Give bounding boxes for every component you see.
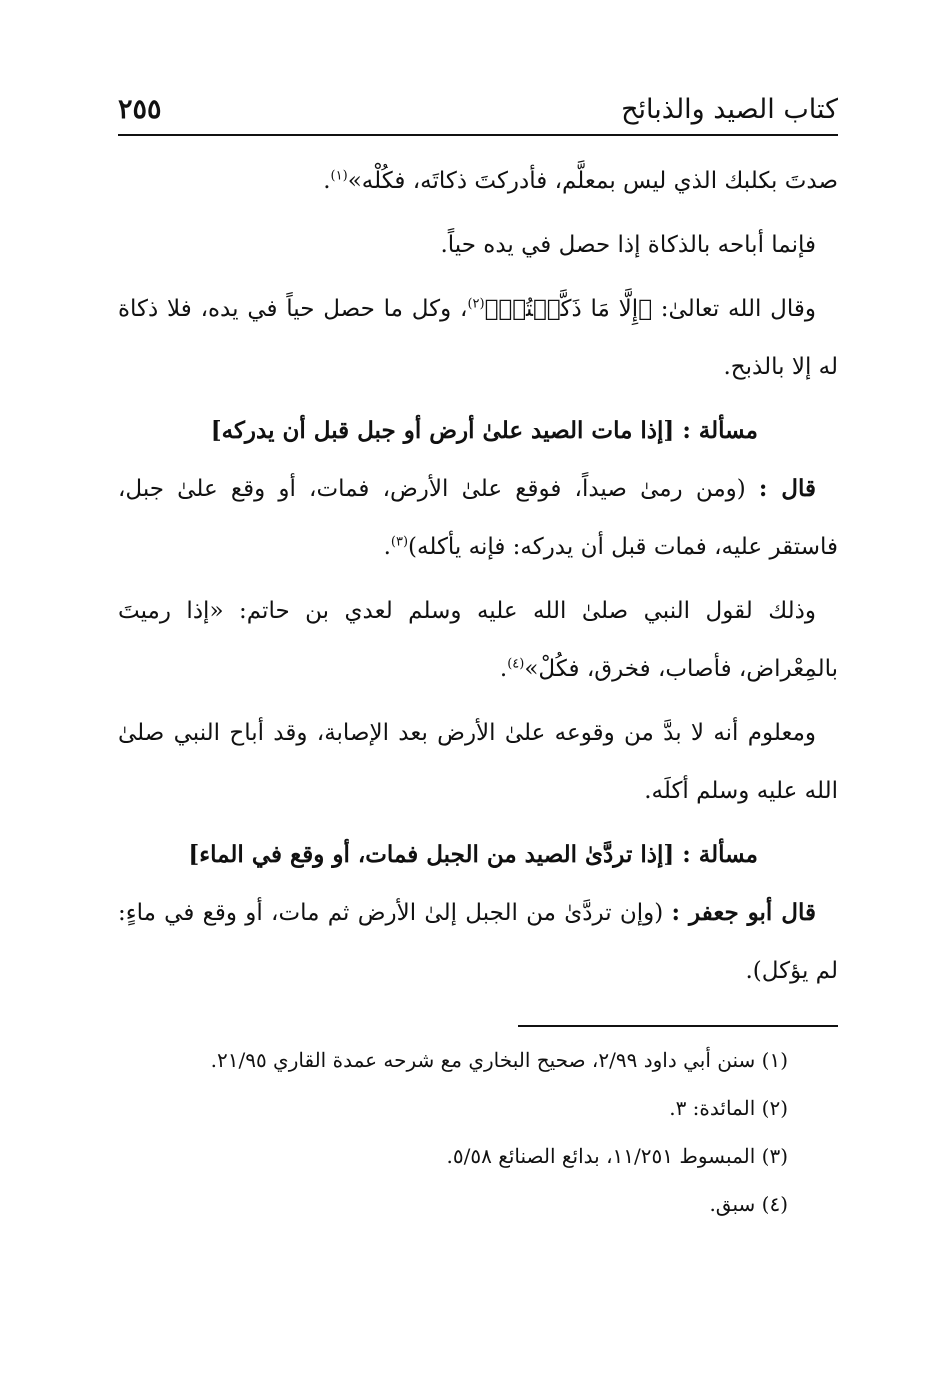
paragraph-ruling-1	[118, 460, 838, 576]
footnote-4: (٤) سبق.	[709, 1192, 788, 1216]
footnote-ref-4: (٤)	[507, 656, 525, 672]
paragraph-reasoning	[118, 704, 838, 820]
paragraph-text: ، وكل ما حصل حياً في يده، فلا ذكاة له إلا بالذبح.	[118, 296, 838, 380]
paragraph-text: (وإن تردَّىٰ من الجبل إلىٰ الأرض ثم مات، أو وقع في ماءٍ: لم يؤكل).	[118, 900, 838, 984]
footnote-ref-2: (٢)	[467, 296, 485, 312]
paragraph-text: فإنما أباحه بالذكاة إذا حصل في يده حياً.	[440, 232, 816, 258]
body-text	[118, 152, 838, 1006]
footnote-separator	[518, 1025, 838, 1027]
footnotes	[118, 1036, 788, 1228]
header-rule	[118, 134, 838, 136]
paragraph-end: .	[499, 656, 508, 682]
page-number: ٢٥٥	[118, 94, 162, 125]
footnote-ref-3: (٣)	[390, 534, 409, 550]
paragraph-hadith-continuation	[118, 152, 838, 210]
footnote-ref-1: (١)	[330, 168, 348, 184]
ruling-lead: قال أبو جعفر :	[671, 899, 817, 926]
paragraph-quran-verse	[118, 280, 838, 396]
ruling-lead: قال :	[758, 475, 816, 502]
section-heading-2: مسألة : [إذا تردَّىٰ الصيد من الجبل فمات، أو وقع في الماء]	[188, 841, 758, 868]
paragraph-explanation	[118, 216, 838, 274]
footnote-3: (٣) المبسوط ١١/٢٥١، بدائع الصنائع ٥/٥٨.	[446, 1144, 788, 1168]
paragraph-text: (ومن رمىٰ صيداً، فوقع علىٰ الأرض، فمات، أو وقع علىٰ جبل، فاستقر عليه، فمات قبل أن يدركه: فإنه يأكله)	[118, 476, 838, 560]
paragraph-text: وذلك لقول النبي صلىٰ الله عليه وسلم لعدي بن حاتم: «إذا رميتَ بالمِعْراض، فأصاب، فخرق، فكُلْ»	[118, 598, 838, 682]
paragraph-ruling-2	[118, 884, 838, 1000]
verse-lead: وقال الله تعالىٰ: ﴿إِلَّا مَا ذَكَّيۡتُمۡ﴾	[484, 296, 816, 322]
running-title: كتاب الصيد والذبائح	[621, 94, 838, 125]
footnote-1: (١) سنن أبي داود ٢/٩٩، صحيح البخاري مع شرحه عمدة القاري ٢١/٩٥.	[210, 1048, 788, 1072]
section-heading-1: مسألة : [إذا مات الصيد علىٰ أرض أو جبل قبل أن يدركه]	[210, 417, 758, 444]
paragraph-end: .	[323, 168, 331, 194]
paragraph-text: صدتَ بكلبك الذي ليس بمعلَّم، فأدركتَ ذكاتَه، فكُلْه»	[347, 168, 838, 194]
running-head	[118, 82, 838, 130]
footnote-2: (٢) المائدة: ٣.	[669, 1096, 788, 1120]
paragraph-text: ومعلوم أنه لا بدَّ من وقوعه علىٰ الأرض بعد الإصابة، وقد أباح النبي صلىٰ الله عليه وسلم أكلَه.	[118, 720, 838, 804]
paragraph-hadith	[118, 582, 838, 698]
paragraph-end: .	[383, 534, 391, 560]
